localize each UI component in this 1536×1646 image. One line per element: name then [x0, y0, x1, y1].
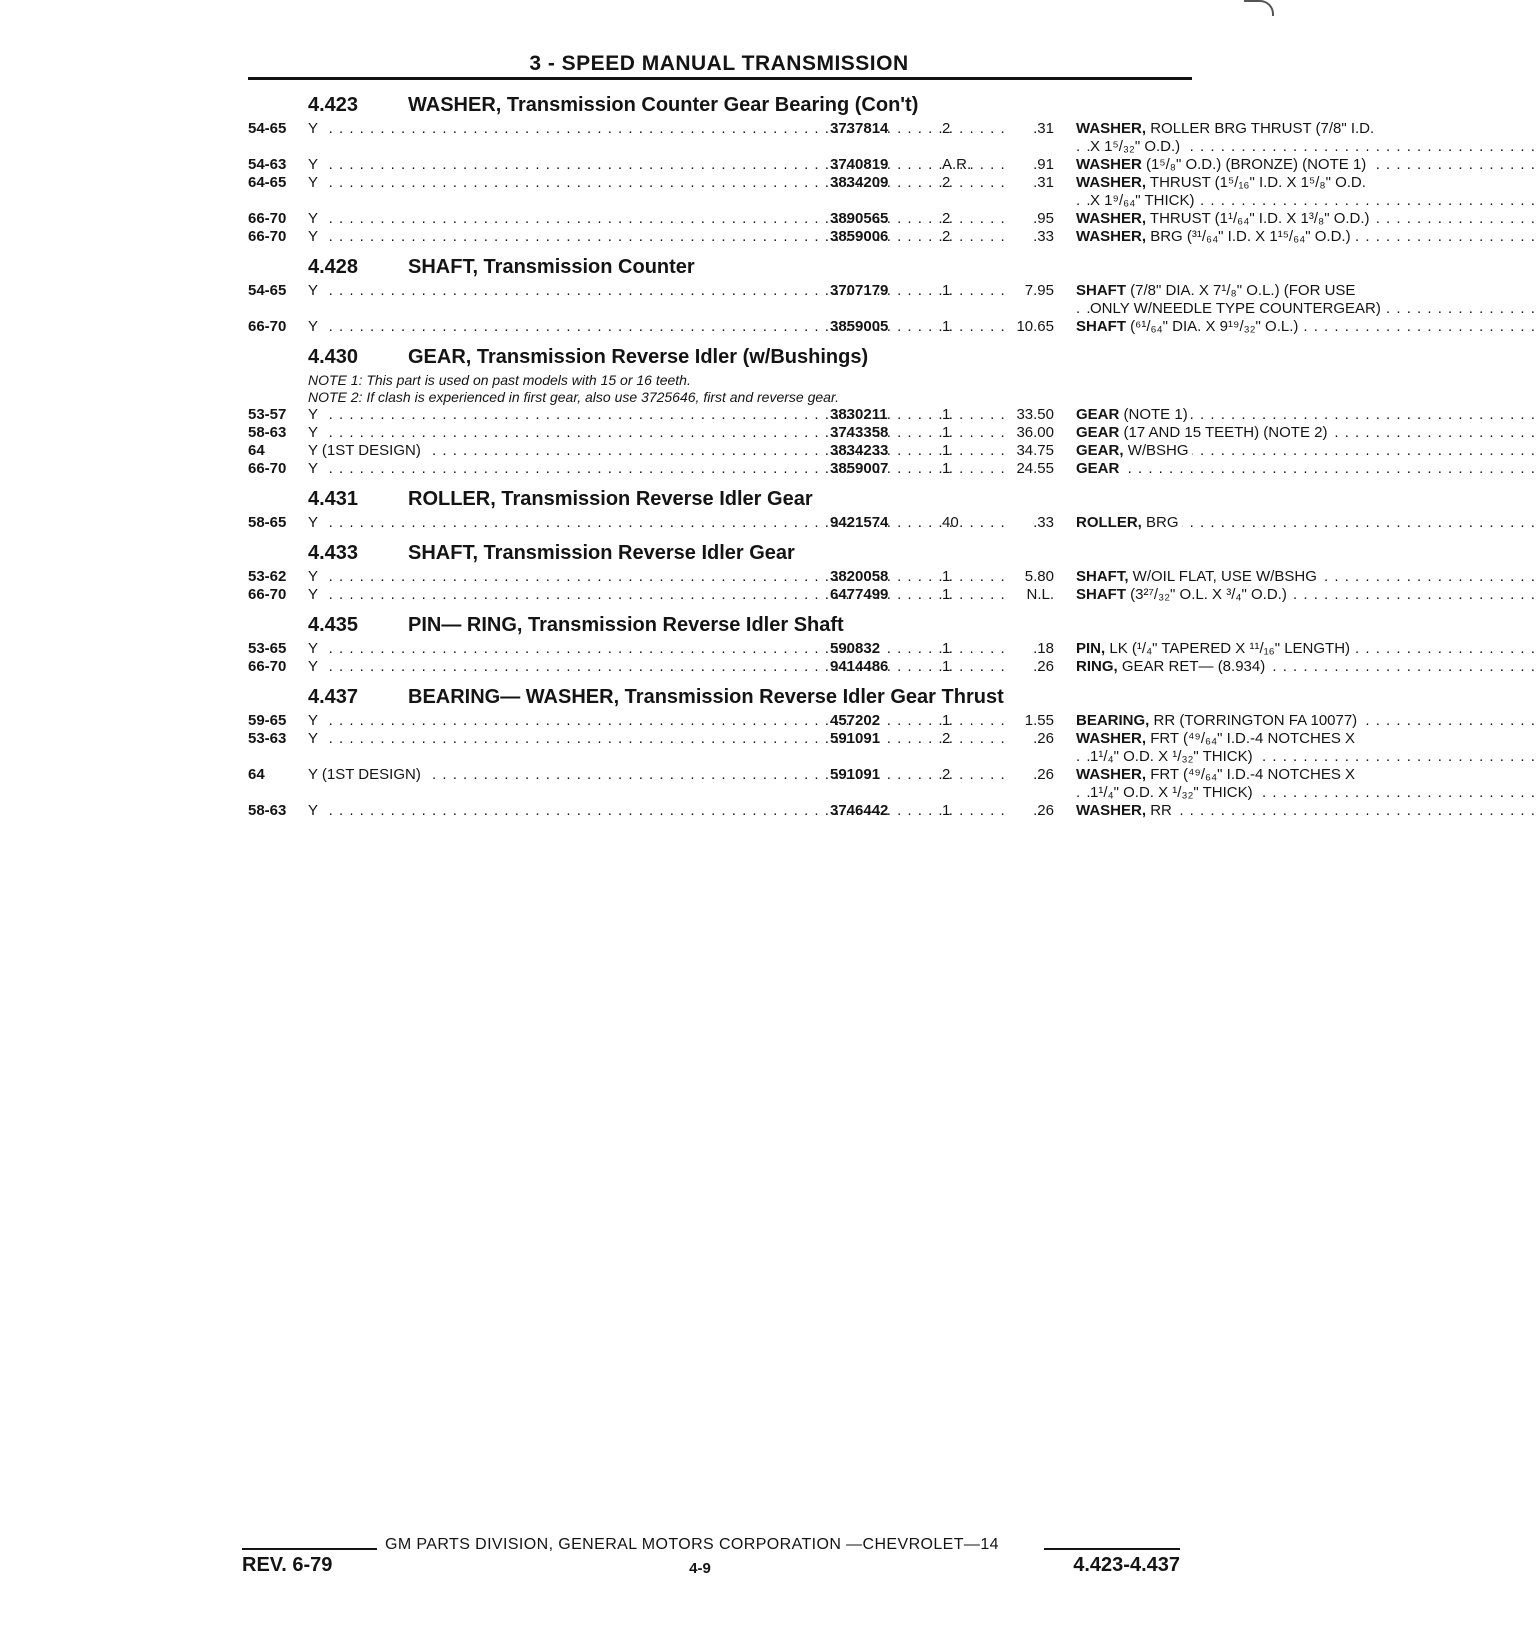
description-line — [1076, 424, 1440, 442]
body-type-text: Y — [308, 586, 322, 604]
price: .18 — [1033, 640, 1054, 657]
model-years: 54-63 — [248, 156, 287, 173]
description-text — [1076, 424, 1330, 441]
catalog-section — [248, 342, 1328, 478]
footer-section-range: 4.423-4.437 — [1073, 1554, 1180, 1576]
description-text — [1076, 640, 1353, 657]
price: 5.80 — [1024, 568, 1054, 585]
quantity: 2 — [942, 730, 951, 747]
description-text — [1076, 802, 1175, 819]
section-title: WASHER, Transmission Counter Gear Bearing (Con't) — [408, 94, 919, 116]
description-detail: FRT (⁴⁹/₆₄" I.D.-4 NOTCHES X — [1150, 730, 1356, 747]
part-number: 9414486 — [830, 658, 889, 675]
description-detail: GEAR RET— (8.934) — [1121, 658, 1266, 675]
quantity: 40 — [942, 514, 959, 531]
description — [1076, 120, 1440, 156]
description-keyword: SHAFT — [1076, 282, 1126, 299]
description-detail: (1⁵/₈" O.D.) (BRONZE) (NOTE 1) — [1146, 156, 1367, 173]
description-detail: X 1⁵/₃₂" O.D.) — [1090, 138, 1181, 155]
body-type — [308, 120, 818, 138]
table-row — [248, 640, 1351, 658]
table-row — [248, 120, 1375, 156]
quantity: 1 — [942, 568, 951, 585]
description — [1076, 442, 1440, 460]
footer-rule-right — [1044, 1548, 1180, 1550]
section-number: 4.431 — [308, 488, 359, 510]
description — [1076, 318, 1440, 336]
section-title: SHAFT, Transmission Counter — [408, 256, 695, 278]
description-detail: 1¹/₄" O.D. X ¹/₃₂" THICK) — [1090, 748, 1253, 765]
section-heading — [248, 90, 1190, 120]
part-number: 3834209 — [830, 174, 889, 191]
description-line — [1076, 460, 1440, 478]
description-keyword: GEAR, — [1076, 442, 1124, 459]
description-line — [1076, 568, 1440, 586]
description-text — [1076, 658, 1268, 675]
part-number: 3859005 — [830, 318, 889, 335]
section-note: NOTE 2: If clash is experienced in first gear, also use 3725646, first and reverse gear. — [308, 389, 839, 405]
model-years: 58-65 — [248, 514, 287, 531]
price: .33 — [1033, 228, 1054, 245]
quantity: 2 — [942, 210, 951, 227]
description-text — [1076, 514, 1182, 531]
description-line — [1076, 442, 1440, 460]
model-years: 66-70 — [248, 586, 287, 603]
body-type — [308, 174, 818, 192]
table-row — [248, 568, 1317, 586]
description-keyword: WASHER, — [1076, 228, 1147, 245]
description-text — [1076, 568, 1320, 585]
description-detail: BRG — [1146, 514, 1179, 531]
model-years: 53-65 — [248, 640, 287, 657]
part-number: 590832 — [830, 640, 881, 657]
description-detail: FRT (⁴⁹/₆₄" I.D.-4 NOTCHES X — [1150, 766, 1356, 783]
price: .95 — [1033, 210, 1054, 227]
description-text — [1076, 442, 1192, 459]
body-type-text: Y — [308, 318, 322, 336]
body-type — [308, 424, 818, 442]
description-text — [1076, 712, 1360, 729]
page-corner-mark — [1244, 0, 1274, 16]
description — [1076, 766, 1440, 802]
section-heading — [248, 252, 1190, 282]
section-number: 4.433 — [308, 542, 359, 564]
description — [1076, 424, 1440, 442]
description-line — [1076, 514, 1440, 532]
description-detail: (NOTE 1) — [1123, 406, 1188, 423]
body-type-text: Y — [308, 568, 322, 586]
description-keyword: BEARING, — [1076, 712, 1150, 729]
description — [1076, 568, 1440, 586]
description-keyword: PIN, — [1076, 640, 1106, 657]
quantity: 1 — [942, 658, 951, 675]
price: 34.75 — [1016, 442, 1054, 459]
section-number: 4.437 — [308, 686, 359, 708]
body-type — [308, 766, 818, 784]
description-line — [1076, 156, 1440, 174]
catalog-section — [248, 484, 1190, 532]
description — [1076, 228, 1440, 246]
description-line — [1076, 192, 1440, 210]
description-text — [1090, 784, 1256, 801]
description-line — [1076, 640, 1440, 658]
description-text — [1076, 156, 1369, 173]
body-type-text: Y — [308, 174, 322, 192]
description-text — [1076, 120, 1377, 137]
body-type-text: Y — [308, 120, 322, 138]
description-text — [1076, 406, 1191, 423]
section-heading — [248, 538, 1190, 568]
description-text — [1090, 192, 1198, 209]
footer-revision: REV. 6-79 — [242, 1554, 333, 1576]
description-detail: LK (¹/₄" TAPERED X ¹¹/₁₆" LENGTH) — [1109, 640, 1351, 657]
price: 7.95 — [1024, 282, 1054, 299]
price: 10.65 — [1016, 318, 1054, 335]
footer-rule-left — [242, 1548, 377, 1550]
parts-catalog — [248, 90, 1381, 826]
table-row — [248, 730, 1356, 766]
description-text — [1076, 318, 1301, 335]
table-row — [248, 282, 1381, 318]
section-title: PIN— RING, Transmission Reverse Idler Shaft — [408, 614, 844, 636]
body-type-text: Y — [308, 228, 322, 246]
section-title: ROLLER, Transmission Reverse Idler Gear — [408, 488, 813, 510]
quantity: 1 — [942, 802, 951, 819]
body-type-text: Y — [308, 282, 322, 300]
quantity: A.R. — [942, 156, 972, 173]
price: 36.00 — [1016, 424, 1054, 441]
body-type — [308, 640, 818, 658]
body-type — [308, 210, 818, 228]
description-detail: (17 AND 15 TEETH) (NOTE 2) — [1123, 424, 1328, 441]
body-type — [308, 228, 818, 246]
table-row — [248, 210, 1370, 228]
quantity: 1 — [942, 318, 951, 335]
part-number: 3834233 — [830, 442, 889, 459]
model-years: 54-65 — [248, 282, 287, 299]
section-number: 4.428 — [308, 256, 359, 278]
price: .31 — [1033, 120, 1054, 137]
description-keyword: GEAR — [1076, 406, 1120, 423]
description-keyword: WASHER, — [1076, 766, 1147, 783]
price: .26 — [1033, 766, 1054, 783]
model-years: 66-70 — [248, 460, 287, 477]
description — [1076, 406, 1440, 424]
description-line — [1076, 586, 1440, 604]
price: 24.55 — [1016, 460, 1054, 477]
description — [1076, 658, 1440, 676]
description — [1076, 640, 1440, 658]
description-detail: ROLLER BRG THRUST (7/8" I.D. — [1150, 120, 1375, 137]
table-row — [248, 766, 1356, 802]
description-keyword: RING, — [1076, 658, 1118, 675]
model-years: 54-65 — [248, 120, 287, 137]
table-row — [248, 586, 1287, 604]
table-row — [248, 156, 1367, 174]
table-row — [248, 514, 1190, 532]
model-years: 59-65 — [248, 712, 287, 729]
table-row — [248, 406, 1190, 424]
description-text — [1076, 228, 1354, 245]
table-row — [248, 174, 1366, 210]
price: .91 — [1033, 156, 1054, 173]
description-text — [1076, 282, 1358, 299]
section-note: NOTE 1: This part is used on past models with 15 or 16 teeth. — [308, 372, 691, 388]
model-years: 64 — [248, 766, 265, 783]
description-text — [1076, 210, 1373, 227]
model-years: 66-70 — [248, 228, 287, 245]
quantity: 1 — [942, 712, 951, 729]
description-keyword: WASHER, — [1076, 174, 1147, 191]
description — [1076, 712, 1440, 730]
description-keyword: WASHER, — [1076, 730, 1147, 747]
description-detail: BRG (³¹/₆₄" I.D. X 1¹⁵/₆₄" O.D.) — [1150, 228, 1351, 245]
description — [1076, 730, 1440, 766]
description-line — [1076, 784, 1440, 802]
page-title: 3 - SPEED MANUAL TRANSMISSION — [529, 52, 909, 75]
part-number: 3859006 — [830, 228, 889, 245]
body-type — [308, 318, 818, 336]
section-number: 4.435 — [308, 614, 359, 636]
part-number: 3859007 — [830, 460, 889, 477]
part-number: 3737814 — [830, 120, 889, 137]
model-years: 58-63 — [248, 802, 287, 819]
description-detail: THRUST (1¹/₆₄" I.D. X 1³/₈" O.D.) — [1149, 210, 1370, 227]
section-title: BEARING— WASHER, Transmission Reverse Idler Gear Thrust — [408, 686, 1004, 708]
footer-corporation: GM PARTS DIVISION, GENERAL MOTORS CORPORATION —CHEVROLET—14 — [385, 1536, 999, 1553]
description-detail: (⁶¹/₆₄" DIA. X 9¹⁹/₃₂" O.L.) — [1130, 318, 1299, 335]
description-text — [1090, 748, 1256, 765]
body-type-text: Y (1ST DESIGN) — [308, 766, 425, 784]
body-type-text: Y — [308, 514, 322, 532]
section-number: 4.423 — [308, 94, 359, 116]
body-type — [308, 658, 818, 676]
description-text — [1090, 138, 1183, 155]
body-type — [308, 568, 818, 586]
description-line — [1076, 766, 1440, 784]
description-detail: (3²⁷/₃₂" O.L. X ³/₄" O.D.) — [1130, 586, 1287, 603]
model-years: 58-63 — [248, 424, 287, 441]
price: .26 — [1033, 658, 1054, 675]
catalog-section — [248, 90, 1375, 246]
price: .26 — [1033, 730, 1054, 747]
table-row — [248, 442, 1190, 460]
quantity: 1 — [942, 640, 951, 657]
body-type — [308, 712, 818, 730]
catalog-section — [248, 610, 1351, 676]
price: 1.55 — [1024, 712, 1054, 729]
quantity: 1 — [942, 586, 951, 603]
quantity: 1 — [942, 442, 951, 459]
part-number: 591091 — [830, 730, 881, 747]
description-line — [1076, 712, 1440, 730]
model-years: 66-70 — [248, 210, 287, 227]
description-detail: 1¹/₄" O.D. X ¹/₃₂" THICK) — [1090, 784, 1253, 801]
description-line — [1076, 748, 1440, 766]
body-type — [308, 586, 818, 604]
price: .33 — [1033, 514, 1054, 531]
section-title: SHAFT, Transmission Reverse Idler Gear — [408, 542, 795, 564]
price: .26 — [1033, 802, 1054, 819]
body-type-text: Y — [308, 210, 322, 228]
description-keyword: WASHER, — [1076, 210, 1147, 227]
body-type — [308, 460, 818, 478]
body-type — [308, 730, 818, 748]
model-years: 53-57 — [248, 406, 287, 423]
section-title: GEAR, Transmission Reverse Idler (w/Bushings) — [408, 346, 869, 368]
description-text — [1076, 766, 1358, 783]
description-keyword: GEAR — [1076, 460, 1120, 477]
body-type — [308, 442, 818, 460]
part-number: 3830211 — [830, 406, 888, 423]
description-line — [1076, 406, 1440, 424]
table-row — [248, 228, 1351, 246]
description-detail: W/BSHG — [1127, 442, 1189, 459]
description — [1076, 174, 1440, 210]
table-row — [248, 460, 1190, 478]
price: .31 — [1033, 174, 1054, 191]
table-row — [248, 424, 1328, 442]
description — [1076, 460, 1440, 478]
catalog-section — [248, 682, 1358, 820]
body-type — [308, 406, 818, 424]
footer-page-number: 4-9 — [689, 1560, 711, 1577]
description-detail: X 1⁹/₆₄" THICK) — [1090, 192, 1195, 209]
quantity: 2 — [942, 766, 951, 783]
part-number: 9421574 — [830, 514, 889, 531]
part-number: 6477499 — [830, 586, 889, 603]
description-line — [1076, 318, 1440, 336]
description-detail: RR (TORRINGTON FA 10077) — [1153, 712, 1358, 729]
body-type-text: Y — [308, 730, 322, 748]
description-line — [1076, 658, 1440, 676]
model-years: 53-62 — [248, 568, 287, 585]
description-line — [1076, 120, 1440, 138]
quantity: 1 — [942, 460, 951, 477]
part-number: 591091 — [830, 766, 881, 783]
body-type-text: Y — [308, 658, 322, 676]
body-type-text: Y — [308, 802, 322, 820]
quantity: 2 — [942, 228, 951, 245]
section-heading — [248, 682, 1190, 712]
table-row — [248, 802, 1190, 820]
description-detail: THRUST (1⁵/₁₆" I.D. X 1⁵/₈" O.D. — [1149, 174, 1366, 191]
description-line — [1076, 802, 1440, 820]
description-line — [1076, 138, 1440, 156]
description-keyword: WASHER, — [1076, 120, 1147, 137]
description-keyword: SHAFT — [1076, 586, 1126, 603]
section-heading — [248, 342, 1190, 372]
part-number: 3890565 — [830, 210, 889, 227]
table-row — [248, 318, 1299, 336]
description-detail: (7/8" DIA. X 7¹/₈" O.L.) (FOR USE — [1130, 282, 1356, 299]
description-keyword: ROLLER, — [1076, 514, 1142, 531]
body-type-text: Y — [308, 156, 322, 174]
description-line — [1076, 282, 1440, 300]
body-type-text: Y (1ST DESIGN) — [308, 442, 425, 460]
part-number: 3707179 — [830, 282, 889, 299]
model-years: 64-65 — [248, 174, 287, 191]
body-type — [308, 802, 818, 820]
title-rule — [248, 77, 1192, 80]
description — [1076, 210, 1440, 228]
body-type — [308, 156, 818, 174]
quantity: 2 — [942, 120, 951, 137]
description-line — [1076, 174, 1440, 192]
section-number: 4.430 — [308, 346, 359, 368]
model-years: 66-70 — [248, 658, 287, 675]
catalog-section — [248, 538, 1317, 604]
part-number: 457202 — [830, 712, 881, 729]
table-row — [248, 712, 1358, 730]
part-number: 3743358 — [830, 424, 889, 441]
description-line — [1076, 228, 1440, 246]
part-number: 3820058 — [830, 568, 889, 585]
price: N.L. — [1026, 586, 1054, 603]
description-text — [1090, 300, 1384, 317]
body-type-text: Y — [308, 406, 322, 424]
description-keyword: SHAFT, — [1076, 568, 1129, 585]
quantity: 1 — [942, 406, 951, 423]
body-type — [308, 282, 818, 300]
model-years: 66-70 — [248, 318, 287, 335]
description-keyword: GEAR — [1076, 424, 1120, 441]
description — [1076, 586, 1440, 604]
description-line — [1076, 730, 1440, 748]
quantity: 1 — [942, 424, 951, 441]
description-detail: ONLY W/NEEDLE TYPE COUNTERGEAR) — [1090, 300, 1381, 317]
model-years: 64 — [248, 442, 265, 459]
description-keyword: SHAFT — [1076, 318, 1126, 335]
description — [1076, 282, 1440, 318]
quantity: 2 — [942, 174, 951, 191]
description-keyword: WASHER — [1076, 156, 1142, 173]
price: 33.50 — [1016, 406, 1054, 423]
description-detail: W/OIL FLAT, USE W/BSHG — [1132, 568, 1317, 585]
body-type-text: Y — [308, 460, 322, 478]
table-row — [248, 658, 1266, 676]
section-heading — [248, 610, 1190, 640]
description — [1076, 514, 1440, 532]
body-type — [308, 514, 818, 532]
description-line — [1076, 300, 1440, 318]
description — [1076, 156, 1440, 174]
part-number: 3746442 — [830, 802, 889, 819]
quantity: 1 — [942, 282, 951, 299]
section-heading — [248, 484, 1190, 514]
description-text — [1076, 586, 1290, 603]
body-type-text: Y — [308, 640, 322, 658]
model-years: 53-63 — [248, 730, 287, 747]
catalog-section — [248, 252, 1381, 336]
body-type-text: Y — [308, 712, 322, 730]
description-line — [1076, 210, 1440, 228]
description-keyword: WASHER, — [1076, 802, 1147, 819]
part-number: 3740819 — [830, 156, 889, 173]
description-text — [1076, 174, 1369, 191]
description-text — [1076, 730, 1358, 747]
description-detail: RR — [1150, 802, 1172, 819]
body-type-text: Y — [308, 424, 322, 442]
description-text — [1076, 460, 1122, 477]
description — [1076, 802, 1440, 820]
